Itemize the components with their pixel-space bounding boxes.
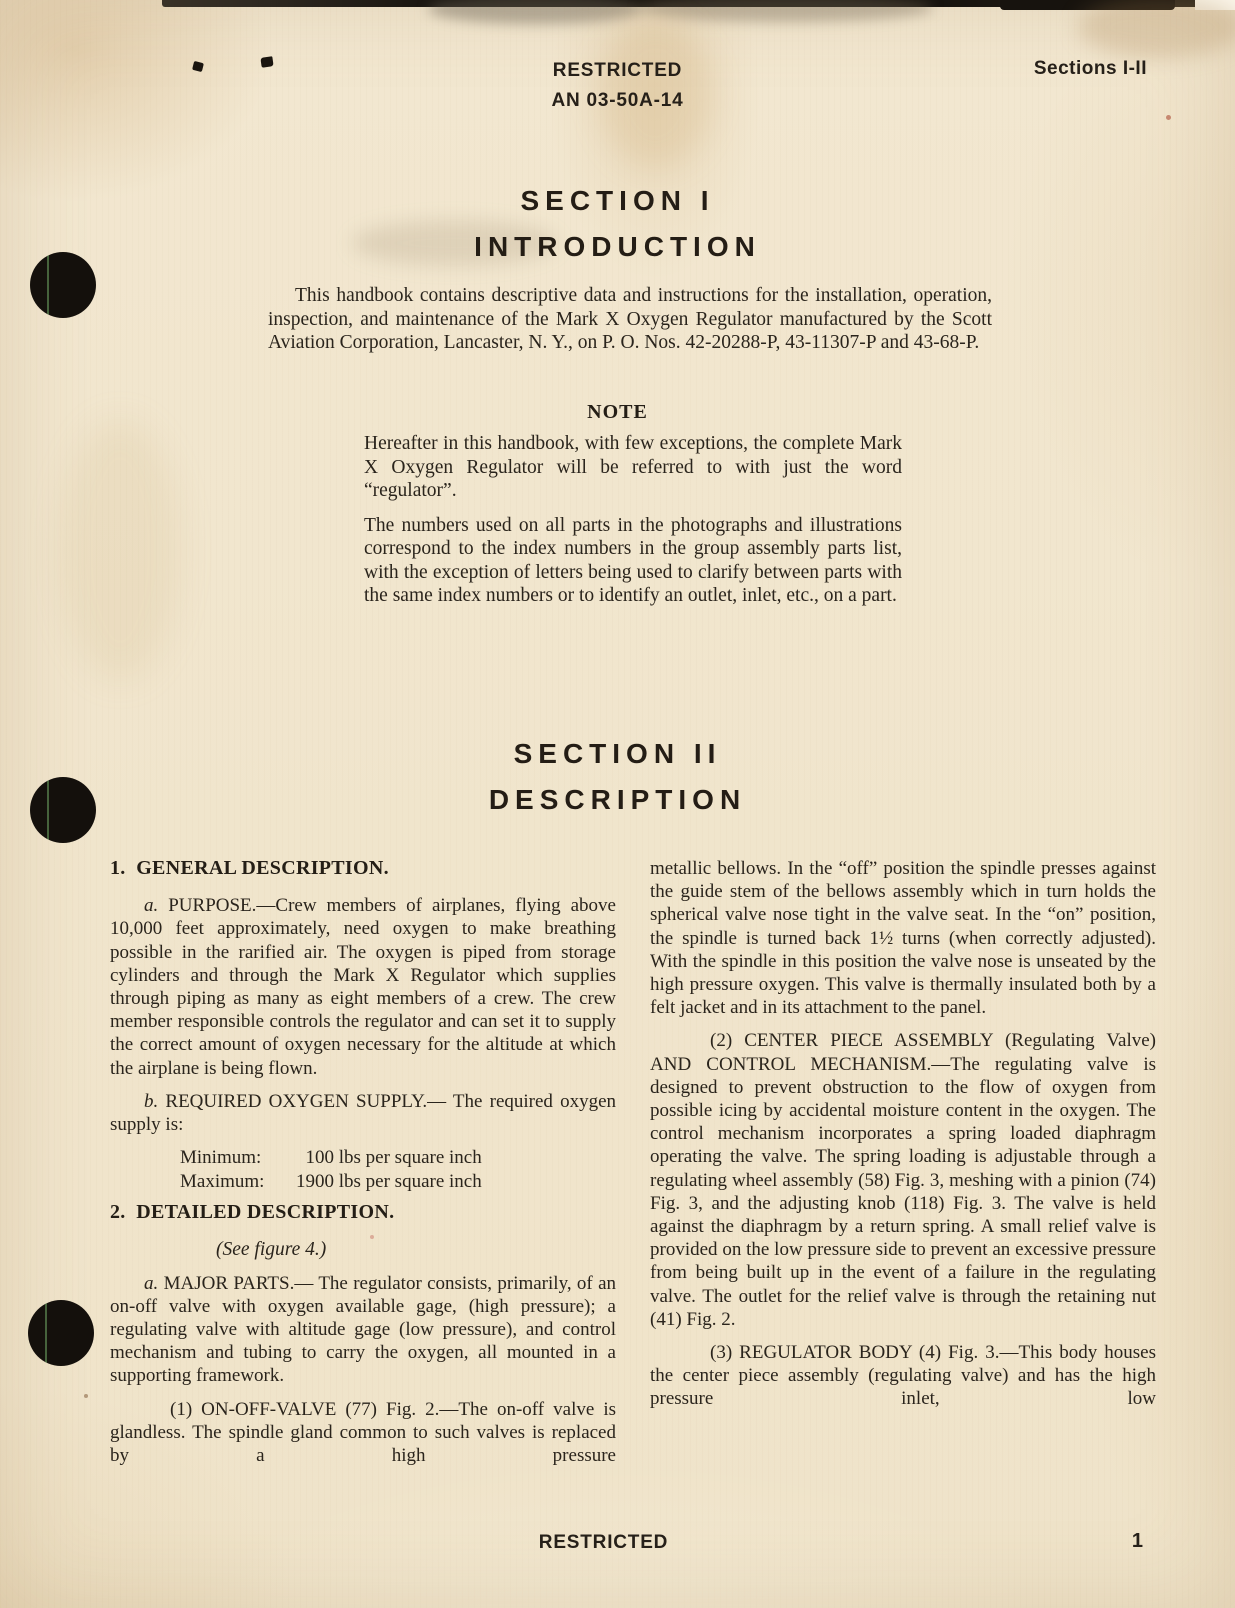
left-column	[110, 857, 616, 1477]
paper-stain	[428, 0, 643, 24]
paragraph-letter: a.	[144, 895, 159, 917]
header-sections-ref: Sections I-II	[1033, 58, 1147, 79]
continuation-paragraph: metallic bellows. In the “off” position the spindle presses against the guide stem of the bellows assembly which in turn holds the spherical valve nose tight in the valve seat. In the “on” position, the spindle is turned back 1½ turns (when correctly adjusted). With the spindle in this position the valve nose is unseated by the high pressure oxygen. This valve is thermally insulated both by a felt jacket and in its attachment to the panel.	[650, 858, 1156, 1019]
general-description-heading: 1. GENERAL DESCRIPTION.	[110, 857, 389, 879]
page-number: 1	[1131, 1530, 1143, 1552]
paragraph-text: REQUIRED OXYGEN SUPPLY.— The required oxygen supply is:	[110, 1090, 616, 1136]
header-doc-number: AN 03-50A-14	[551, 90, 684, 111]
section-ii-heading	[0, 731, 1235, 823]
section-i-heading-line2: INTRODUCTION	[474, 231, 761, 262]
paragraph-text: MAJOR PARTS.— The regulator consists, primarily, of an on-off valve with oxygen available gage, (high pressure); a regulating valve with altitude gage (low pressure), and control mechanism and tubing to carry the oxygen, all mounted in a supporting framework.	[110, 1272, 617, 1387]
footer-restricted-label: RESTRICTED	[538, 1532, 669, 1553]
supply-label: Minimum:	[180, 1147, 262, 1169]
note-paragraph: The numbers used on all parts in the photographs and illustrations correspond to the index numbers in the group assembly parts list, with the exception of letters being used to clarify between parts with the same index numbers or to identify an outlet, inlet, etc., on a part.	[364, 514, 902, 606]
detailed-description-heading: 2. DETAILED DESCRIPTION.	[110, 1201, 395, 1224]
paper-stain	[638, 0, 933, 22]
section-ii-heading-line1: SECTION II	[513, 738, 722, 769]
supply-minimum-line	[110, 1146, 616, 1170]
supply-maximum-line	[110, 1170, 616, 1194]
center-piece-paragraph: (2) CENTER PIECE ASSEMBLY (Regulating Valve) AND CONTROL MECHANISM.—The regulating valve is designed to prevent obstruction to the flow of oxygen from possible icing by accidental moisture content in the oxygen. The control mechanism incorporates a spring loaded diaphragm operating the valve. The spring loading is adjustable through a regulating wheel assembly (58) Fig. 3, meshing with a pinion (74) Fig. 3, and the adjusting knob (118) Fig. 3. The valve is held against the diaphragm by a return spring. A small relief valve is provided on the low pressure side to prevent an excessive pressure from being built up in the event of a failure in the regulating valve. The outlet for the relief valve is through the retaining nut (41) Fig. 2.	[650, 1030, 1156, 1330]
oxygen-supply-paragraph	[110, 1090, 616, 1136]
paragraph-letter: a.	[144, 1272, 159, 1294]
major-parts-paragraph	[110, 1272, 616, 1388]
supply-value: 1900 lbs per square inch	[296, 1170, 482, 1192]
figure-reference: (See figure 4.)	[216, 1239, 327, 1261]
two-column-body	[110, 857, 1156, 1477]
supply-label: Maximum:	[180, 1170, 265, 1192]
right-column	[650, 857, 1156, 1477]
note-heading: NOTE	[587, 401, 648, 423]
paper-stain	[1078, 0, 1235, 58]
paragraph-text: PURPOSE.—Crew members of airplanes, flying above 10,000 feet approximately, need oxygen to make breathing possible in the rarified air. The oxygen is piped from storage cylinders and through the Mark X Regulator which supplies through piping as many as eight members of a crew. The crew member responsible controls the regulator and can set it to supply the correct amount of oxygen necessary for the altitude at which the airplane is being flown.	[110, 895, 616, 1079]
on-off-valve-paragraph: (1) ON-OFF-VALVE (77) Fig. 2.—The on-off valve is glandless. The spindle gland common to such valves is replaced by a high pressure	[110, 1398, 616, 1467]
section-i-heading-line1: SECTION I	[520, 185, 715, 216]
section-ii-heading-line2: DESCRIPTION	[488, 784, 747, 815]
binder-hole-bottom	[28, 1300, 94, 1366]
purpose-paragraph	[110, 894, 616, 1080]
intro-paragraph: This handbook contains descriptive data and instructions for the installation, operation, inspection, and maintenance of the Mark X Oxygen Regulator manufactured by the Scott Aviation Corporation, Lancaster, N. Y., on P. O. Nos. 42-20288-P, 43-11307-P and 43-68-P.	[268, 285, 992, 353]
ink-speck	[84, 1394, 88, 1398]
supply-value: 100 lbs per square inch	[296, 1147, 482, 1169]
header-restricted-label: RESTRICTED	[552, 60, 683, 81]
paper-stain	[60, 420, 180, 680]
paragraph-letter: b.	[144, 1090, 159, 1112]
note-block	[364, 432, 902, 619]
section-i-heading	[0, 178, 1235, 270]
regulator-body-paragraph: (3) REGULATOR BODY (4) Fig. 3.—This body houses the center piece assembly (regulating valve) and has the high pressure inlet, low	[650, 1342, 1156, 1410]
note-paragraph: Hereafter in this handbook, with few exceptions, the complete Mark X Oxygen Regulator will be referred to with just the word “regulator”.	[364, 433, 902, 501]
